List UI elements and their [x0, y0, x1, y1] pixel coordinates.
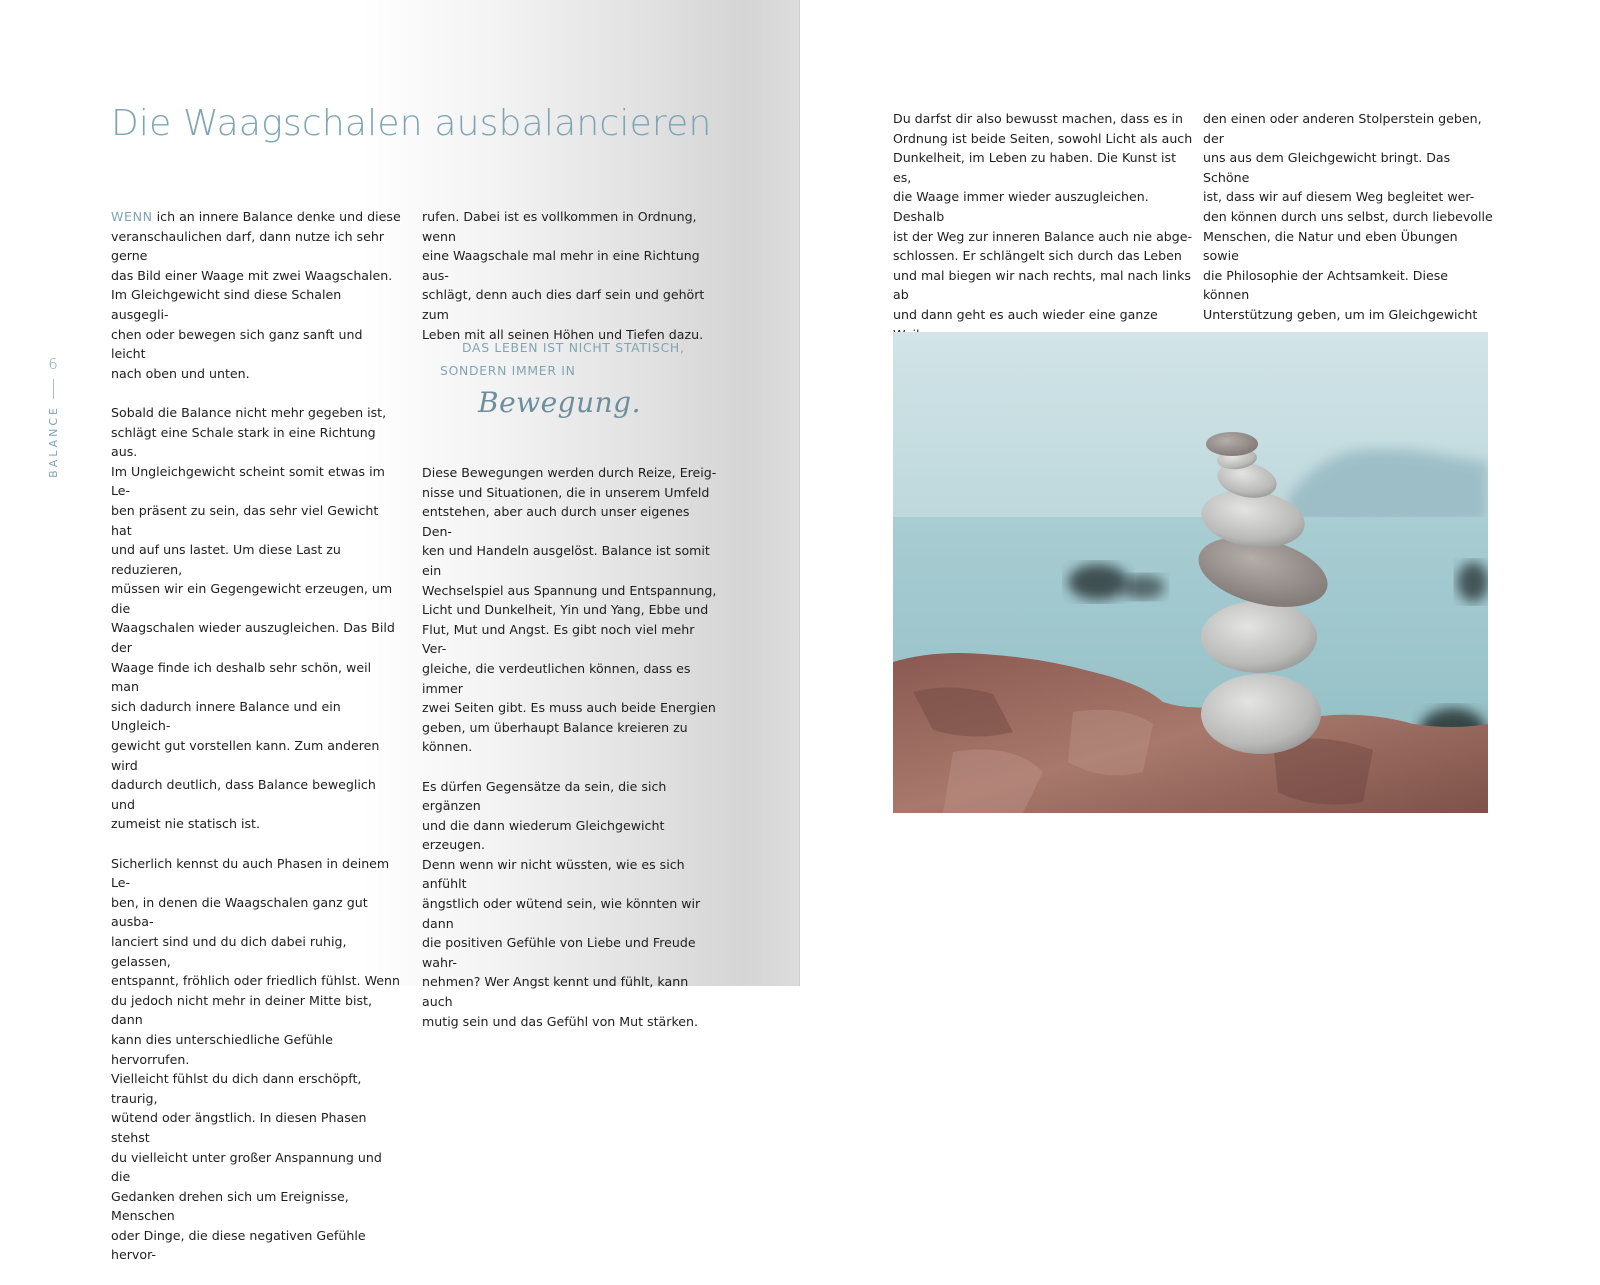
- stacked-stones-photo: [893, 332, 1488, 813]
- folio-divider: [53, 379, 54, 399]
- sea-rock: [1121, 575, 1165, 599]
- rock-texture: [1068, 710, 1153, 776]
- text-column-2-bottom: [422, 463, 722, 1051]
- text-column-1: [111, 207, 401, 1285]
- pull-quote-line-2: SONDERN IMMER IN: [440, 363, 576, 378]
- paragraph: Diese Bewegungen werden durch Reize, Ereig- nisse und Situationen, die in unserem Umfeld entstehen, aber auch durch unser eigenes Den- ken und Handeln ausgelöst. Balance ist somit ein Wechselspiel aus Spannung und Entspannung, Licht und Dunkelheit, Yin und Yang, Ebbe und Flut, Mut und Angst. Es gibt noch viel mehr Ver- gleiche, die verdeutlichen können, dass es immer zwei Seiten gibt. Es muss auch beide Energien geben, um überhaupt Balance kreieren zu können.: [422, 465, 717, 755]
- sea-rock: [1068, 564, 1128, 600]
- paragraph: Es dürfen Gegensätze da sein, die sich ergänzen und die dann wiederum Gleichgewicht erzeugen. Denn wenn wir nicht wüssten, wie es sich anfühlt ängstlich oder wütend sein, wie könnten wir dann die positiven Gefühle von Liebe und Freude wahr- nehmen? Wer Angst kennt und fühlt, kann auch mutig sein und das Gefühl von Mut stärken.: [422, 778, 701, 1029]
- paragraph: den einen oder anderen Stolperstein geben, der uns aus dem Gleichgewicht bringt. Das Schöne ist, dass wir auf diesem Weg begleitet wer- den können durch uns selbst, durch liebevolle Menschen, die Natur und eben Übungen sowie die Philosophie der Achtsamkeit. Diese können Unterstützung geben, um im Gleichgewicht: [1203, 111, 1493, 322]
- paragraph: rufen. Dabei ist es vollkommen in Ordnung, wenn eine Waagschale mal mehr in eine Richtung aus- schlägt, denn auch dies darf sein und gehört zum Leben mit all seinen Höhen und Tiefen dazu.: [422, 209, 705, 342]
- left-page: [0, 0, 800, 1263]
- stone-2: [1201, 601, 1317, 673]
- page-folio: [45, 355, 61, 478]
- stone-1: [1201, 674, 1321, 754]
- lead-word: WENN: [111, 209, 153, 224]
- section-label: BALANCE: [46, 405, 60, 478]
- pull-quote: [440, 336, 700, 419]
- page-title: Die Waagschalen ausbalancieren: [111, 103, 712, 144]
- pull-quote-line-1: DAS LEBEN IST NICHT STATISCH,: [462, 340, 685, 355]
- paragraph: Du darfst dir also bewusst machen, dass es in Ordnung ist beide Seiten, sowohl Licht als auch Dunkelheit, im Leben zu haben. Die Kunst ist es, die Waage immer wieder auszugleichen. Deshalb ist der Weg zur inneren Balance auch nie abge- schlossen. Er schlängelt sich durch das Leben und mal biegen wir nach rechts, mal nach links ab und dann geht es auch wieder eine ganze: [893, 111, 1193, 322]
- stone-top: [1206, 432, 1258, 456]
- sea-rock: [1457, 562, 1488, 602]
- page-number: 6: [48, 355, 58, 373]
- paragraph-intro-text: ich an innere Balance denke und diese veranschaulichen darf, dann nutze ich sehr gerne das Bild einer Waage mit zwei Waagschalen. Im Gleichgewicht sind diese Schalen ausgegli- chen oder bewegen sich ganz sanft und leicht nach oben und unten.: [111, 209, 401, 381]
- pull-quote-script-word: Bewegung.: [478, 386, 641, 419]
- paragraph: Sicherlich kennst du auch Phasen in deinem Le- ben, in denen die Waagschalen ganz gut ausba- lanciert sind und du dich dabei ruhig, gelassen, entspannt, fröhlich oder friedlich fühlst. Wenn du jedoch nicht mehr in deiner Mitte bist, dann kann dies unterschiedliche Gefühle hervorrufen. Vielleicht fühlst du dich dann erschöpft, traurig, wütend oder ängstlich. In diesen Phasen stehst du vielleicht unter großer Anspannung und die Gedanken drehen sich um Ereignisse, Menschen oder Dinge, die diese negativen Gefühle hervor-: [111, 855, 400, 1263]
- paragraph-intro: [111, 207, 401, 383]
- paragraph: Sobald die Balance nicht mehr gegeben ist, schlägt eine Schale stark in eine Richtung aus. Im Ungleichgewicht scheint somit etwas im Le- ben präsent zu sein, das sehr viel Gewicht hat und auf uns lastet. Um diese Last zu reduzieren, müssen wir ein Gegengewicht erzeugen, um die Waagschalen wieder auszugleichen. Das Bild der Waage finde ich deshalb sehr schön, weil man sich dadurch innere Balance und ein Ungleich- gewicht gut vorstellen kann. Zum anderen wird dadurch deutlich, dass Balance beweglich und zumeist nie statisch ist.: [111, 404, 395, 832]
